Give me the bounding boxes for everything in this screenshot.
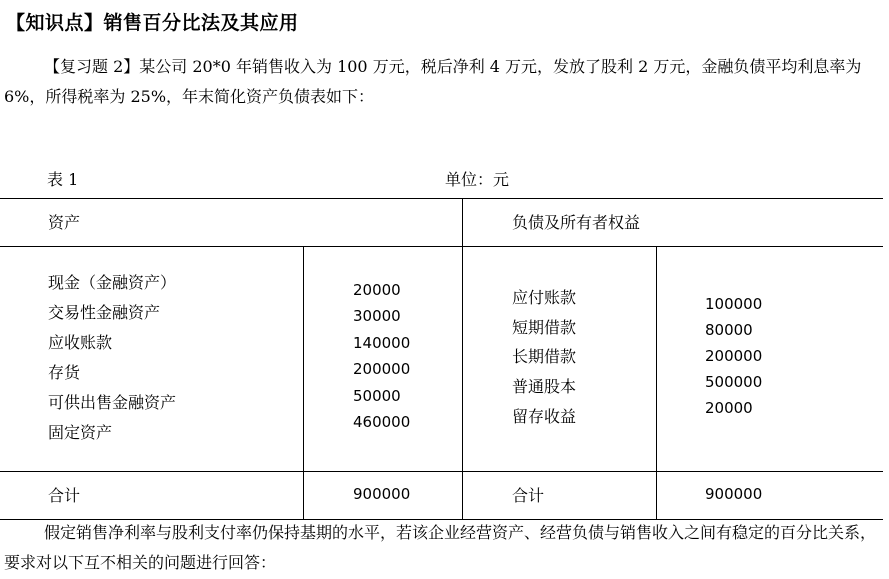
liability-value: 80000 bbox=[705, 321, 753, 339]
asset-item-inventory: 存货 bbox=[48, 363, 81, 382]
problem-statement: 【复习题 2】某公司 20*0 年销售收入为 100 万元，税后净利 4 万元，发放了股利 2 万元，金融负债平均利息率为 6%，所得税率为 25%，年末简化资产负债表如下： bbox=[4, 57, 862, 106]
asset-item-trading-financial: 交易性金融资产 bbox=[48, 303, 161, 322]
liability-item-payables: 应付账款 bbox=[512, 288, 577, 307]
asset-values bbox=[353, 277, 410, 435]
asset-items bbox=[48, 268, 176, 448]
liability-item-common-stock: 普通股本 bbox=[512, 377, 577, 397]
assumption-paragraph: 假定销售净利率与股利支付率仍保持基期的水平，若该企业经营资产、经营负债与销售收入之间有稳定的百分比关系，要求对以下互不相关的问题进行回答： bbox=[4, 523, 877, 572]
asset-value: 50000 bbox=[353, 386, 401, 405]
total-label-assets: 合计 bbox=[48, 486, 81, 505]
total-label-liabilities: 合计 bbox=[512, 486, 545, 505]
asset-value: 200000 bbox=[353, 360, 411, 379]
total-value-assets: 900000 bbox=[353, 485, 411, 503]
liability-value: 100000 bbox=[705, 295, 763, 313]
liability-value: 20000 bbox=[705, 399, 753, 417]
table-caption: 表 1 bbox=[47, 170, 79, 189]
total-value-liabilities: 900000 bbox=[705, 485, 763, 503]
liability-item-retained-earnings: 留存收益 bbox=[512, 406, 577, 426]
asset-value: 140000 bbox=[353, 333, 411, 352]
liability-item-short-term-loans: 短期借款 bbox=[512, 317, 577, 337]
liability-values bbox=[705, 291, 762, 421]
asset-item-available-for-sale: 可供出售金融资产 bbox=[48, 393, 177, 412]
middle-column-divider bbox=[462, 246, 463, 519]
asset-item-receivables: 应收账款 bbox=[48, 333, 113, 352]
liability-value: 200000 bbox=[705, 347, 763, 365]
assets-value-divider bbox=[303, 246, 304, 519]
header-liabilities-equity: 负债及所有者权益 bbox=[512, 213, 641, 232]
header-column-divider bbox=[462, 198, 463, 246]
table-unit: 单位：元 bbox=[445, 170, 510, 189]
table-top-border bbox=[0, 198, 883, 199]
header-assets: 资产 bbox=[48, 213, 81, 232]
asset-value: 460000 bbox=[353, 413, 411, 432]
section-heading: 【知识点】销售百分比法及其应用 bbox=[6, 12, 299, 34]
balance-sheet-table bbox=[0, 198, 883, 520]
table-total-divider bbox=[0, 471, 883, 472]
liability-value: 500000 bbox=[705, 373, 763, 391]
table-header-divider bbox=[0, 246, 883, 247]
liabilities-value-divider bbox=[656, 246, 657, 519]
asset-value: 30000 bbox=[353, 307, 401, 326]
liability-items bbox=[512, 283, 576, 432]
asset-value: 20000 bbox=[353, 281, 401, 299]
asset-item-fixed: 固定资产 bbox=[48, 423, 113, 442]
asset-item-cash: 现金（金融资产） bbox=[48, 273, 177, 292]
liability-item-long-term-loans: 长期借款 bbox=[512, 347, 577, 367]
